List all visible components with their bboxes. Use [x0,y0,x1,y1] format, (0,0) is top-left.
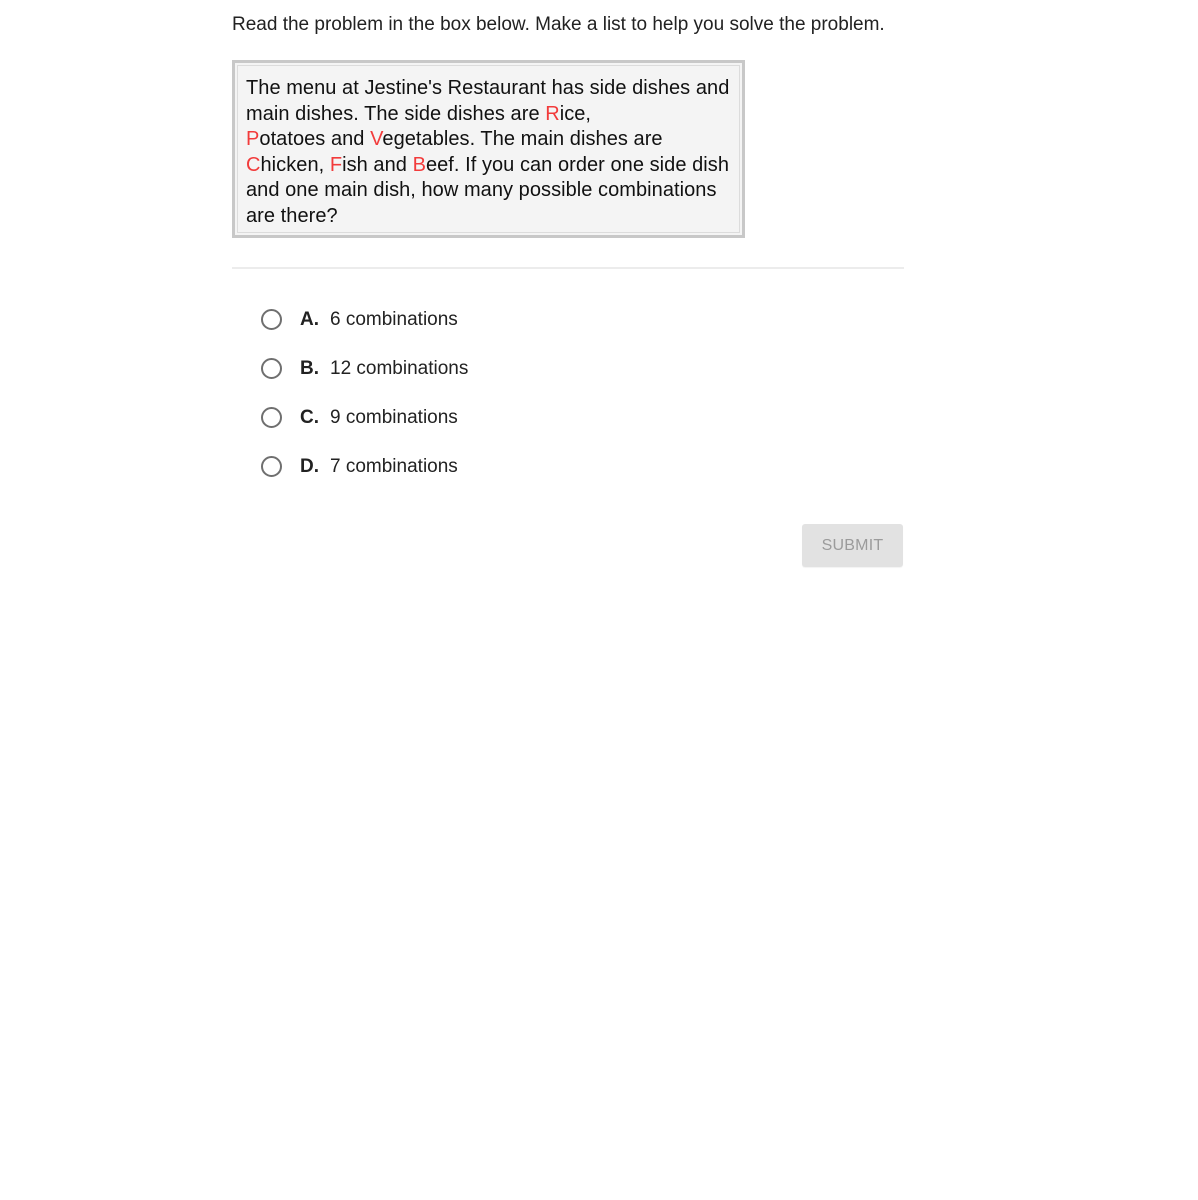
choice-d[interactable] [261,442,468,491]
highlight-letter: F [329,153,343,176]
radio-button-icon[interactable] [261,309,282,330]
problem-segment: hicken, [260,153,330,176]
radio-button-icon[interactable] [261,407,282,428]
highlight-letter: C [246,153,261,176]
instruction-text: Read the problem in the box below. Make a list to help you solve the problem. [232,14,885,35]
choice-letter: C. [300,406,319,428]
problem-segment: otatoes and [259,128,371,151]
highlight-letter: R [545,102,560,125]
choice-letter: B. [300,357,319,379]
radio-button-icon[interactable] [261,456,282,477]
choice-label: 9 combinations [330,406,458,428]
divider [232,267,904,269]
problem-segment: ish and [342,153,413,176]
highlight-letter: V [370,128,383,151]
problem-text [237,65,740,233]
problem-segment: egetables. The main dishes are [382,128,663,151]
highlight-letter: P [246,128,260,151]
choice-label: 7 combinations [330,455,458,477]
submit-button[interactable]: SUBMIT [802,524,903,567]
problem-segment: The menu at Jestine's Restaurant has side dishes and main dishes. The side dishes are [246,77,730,125]
choice-letter: D. [300,455,319,477]
choice-b[interactable] [261,344,468,393]
highlight-letter: B [412,153,426,176]
answer-choices [261,295,468,491]
choice-a[interactable] [261,295,468,344]
problem-box [232,60,745,238]
problem-segment: eef. If you can order one side dish and one main dish, how many possible combinations are there? [246,153,730,227]
choice-label: 12 combinations [330,357,469,379]
problem-segment: ice, [559,102,592,125]
choice-label: 6 combinations [330,308,458,330]
radio-button-icon[interactable] [261,358,282,379]
choice-letter: A. [300,308,319,330]
choice-c[interactable] [261,393,468,442]
